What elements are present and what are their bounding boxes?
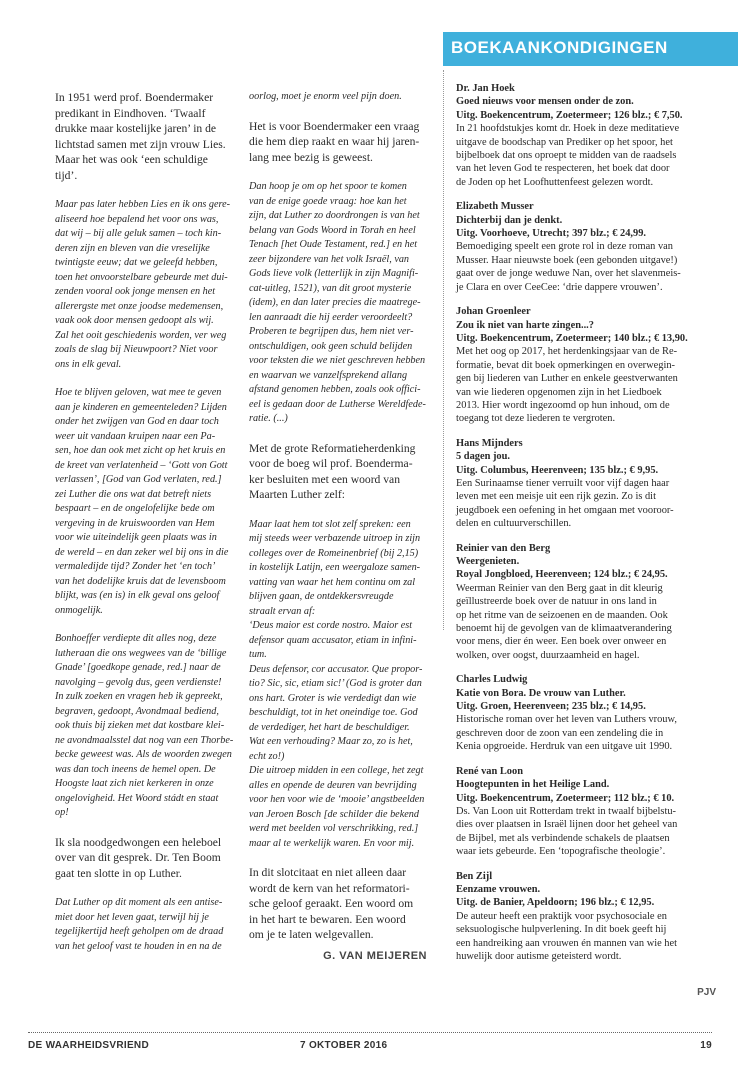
description-line: benoemt hij de gevolgen van de klimaatverandering — [456, 623, 672, 635]
text-line: eel is gedaan door de Lutherse Wereldfede- — [249, 398, 426, 410]
description-line: je Clara en over CeeCee: ‘drie dappere vrouwen’. — [456, 281, 663, 293]
text-line: Tenach [het Oude Testament, red.] en het — [249, 239, 418, 250]
text-line: ontschuldigen, ook geen schuld belijden — [249, 340, 413, 352]
footer-page-number: 19 — [700, 1040, 712, 1051]
text-line: beschuldigt, tot in het oneindige toe. God — [249, 707, 418, 718]
text-line: Ik sla noodgedwongen een heleboel — [55, 835, 222, 849]
text-line: (idem), en dan later precies die maatrege- — [249, 297, 421, 308]
article-paragraph — [55, 632, 235, 821]
book-author: Hans Mijnders — [456, 437, 523, 449]
article-paragraph — [55, 90, 235, 183]
article-paragraph — [249, 441, 427, 503]
text-line: vergeving in de kruiswoorden van Hem — [55, 517, 215, 529]
text-line: ker besluiten met een woord van — [249, 472, 400, 486]
text-line: Dan hoop je om op het spoor te komen — [249, 181, 407, 192]
description-line: bijbelboek dat ons oproept te midden van de raadsels — [456, 150, 677, 162]
book-list — [456, 82, 726, 974]
description-line: toegang tot deze liederen te vergroten. — [456, 413, 616, 425]
text-line: tio? Sic, sic, etiam sic!’ (God is groter dan — [249, 678, 422, 689]
text-line: in het hart te bewaren. Een woord — [249, 912, 406, 926]
book-description — [456, 582, 726, 662]
text-line: de kreet van verlatenheid – ‘Gott von Gott — [55, 459, 228, 471]
book-publisher: Uitg. Voorhoeve, Utrecht; 397 blz.; € 24,99. — [456, 228, 646, 240]
description-line: Een Surinaamse tiener verruilt voor vijf dagen haar — [456, 477, 670, 489]
description-line: voor mens, dier én weer. Een boek over onweer en — [456, 636, 667, 648]
book-publisher: Uitg. Boekencentrum, Zoetermeer; 140 blz.; € 13,90. — [456, 332, 688, 344]
article-paragraph — [249, 865, 427, 943]
text-line: van de enige goede vraag: hoe kan het — [249, 195, 407, 207]
book-publisher: Uitg. Boekencentrum, Zoetermeer; 112 blz.; € 10. — [456, 792, 675, 804]
description-line: dies over plaatsen in Israël lijnen door het geheel van — [456, 819, 678, 831]
book-publisher: Uitg. Boekencentrum, Zoetermeer; 126 blz.; € 7,50. — [456, 109, 683, 121]
description-line: geschreven door de zoon van een zendeling die in — [456, 727, 664, 739]
description-line: Kenia opgroeide. Herdruk van een uitgave uit 1990. — [456, 741, 673, 753]
description-line: Met het oog op 2017, het herdenkingsjaar van de Re- — [456, 346, 678, 358]
text-line: straalt ervan af: — [249, 605, 316, 617]
book-title: Hoogtepunten in het Heilige Land. — [456, 779, 610, 791]
text-line: ons in elk geval. — [55, 358, 122, 370]
text-line: In 1951 werd prof. Boendermaker — [55, 91, 214, 104]
text-line: maar al te werkelijk waren. En voor mij. — [249, 837, 415, 849]
description-line: waar iets gebeurde. Een ‘topografische theologie’. — [456, 846, 666, 858]
book-author: Reinier van den Berg — [456, 542, 551, 554]
text-line: lutheraan die ons wegwees van de ‘billige — [55, 647, 227, 659]
text-line: voor wie uiteindelijk geen plaats was in — [55, 532, 217, 543]
book-description — [456, 805, 726, 859]
text-line: ratie. (...) — [249, 413, 288, 424]
text-line: van het geloof vast te houden in en na de — [55, 940, 222, 952]
book-title: Eenzame vrouwen. — [456, 883, 541, 895]
text-line: weer uit vandaan kruipen naar een Pa- — [55, 430, 216, 442]
text-line: begraven, gedoopt, Avondmaal bediend, — [55, 705, 219, 717]
article-paragraph — [55, 835, 235, 882]
book-publisher: Royal Jongbloed, Heerenveen; 124 blz.; € 24,95. — [456, 569, 668, 581]
description-line: Bemoediging speelt een grote rol in deze roman van — [456, 241, 673, 253]
article-paragraph — [249, 119, 427, 166]
book-author: Dr. Jan Hoek — [456, 83, 515, 94]
text-line: belang van Gods Woord in Torah en heel — [249, 224, 416, 236]
description-line: De auteur heeft een praktijk voor psychosociale en — [456, 910, 667, 922]
text-line: Bonhoeffer verdiepte dit alles nog, deze — [55, 633, 217, 644]
description-line: uitgave de boodschap van Prediker op het spoor, het — [456, 136, 673, 148]
book-description — [456, 910, 726, 964]
text-line: aan je kinderen en gemeenteleden? Lijden — [55, 401, 227, 413]
text-line: Gods lieve volk (letterlijk in zijn Magnifi- — [249, 268, 419, 279]
article-paragraph — [249, 180, 427, 427]
text-line: Maar pas later hebben Lies en ik ons gere- — [55, 199, 231, 210]
text-line: ne avondmaalsstel dat nog van een Thorbe- — [55, 734, 234, 746]
description-line: wolken, over oogst, duurzaamheid en hagel. — [456, 649, 640, 661]
text-line: In dit slotcitaat en niet alleen daar — [249, 866, 407, 879]
description-line: formatie, bevat dit boek opmerkingen en overwegin- — [456, 359, 675, 371]
book-entry — [456, 542, 726, 663]
text-line: die hem diep raakt en waar hij jaren- — [249, 135, 420, 148]
text-line: allerergste met onze joodse medemensen, — [55, 300, 224, 312]
book-title: Weergenieten. — [456, 556, 520, 567]
text-line: onmogelijk. — [55, 604, 103, 616]
description-line: Weerman Reinier van den Berg gaat in dit kleurig — [456, 582, 663, 594]
description-line: van het leven God te respecteren, het boek dat door — [456, 163, 670, 175]
article-paragraph — [55, 896, 235, 954]
text-line: tijd’. — [55, 168, 78, 182]
description-line: In 21 hoofdstukjes komt dr. Hoek in deze meditatieve — [456, 123, 680, 135]
text-line: ongelovigheid. Het Woord stádt en staat — [55, 792, 219, 804]
text-line: om je te laten welgevallen. — [249, 928, 374, 941]
description-line: huwelijk door autisme geteisterd wordt. — [456, 950, 622, 962]
book-entry — [456, 305, 726, 426]
text-line: Wat een verhouding? Maar zo, zo is het, — [249, 736, 413, 747]
description-line: leven met een meisje uit een rijk gezin. Zo is dit — [456, 491, 656, 503]
text-line: ons hart. Groter is wie verdedigt dan wie — [249, 692, 417, 704]
description-line: Ds. Van Loon uit Rotterdam trekt in twaalf bijbelstu- — [456, 805, 676, 817]
text-line: de wereld – en dan zeker wel bij ons in die — [55, 546, 229, 558]
text-line: toen het onvoorstelbare gebeurde met dui- — [55, 271, 228, 283]
book-title: 5 dagen jou. — [456, 451, 510, 463]
text-line: colleges over de Romeinenbrief (bij 2,15) — [249, 547, 419, 559]
text-line: gaat ten slotte in op Luther. — [55, 866, 182, 880]
book-title: Zou ik niet van harte zingen...? — [456, 319, 594, 331]
text-line: In zulk zoeken en vragen heb ik gepreekt, — [55, 691, 223, 702]
book-author: Ben Zijl — [456, 870, 493, 882]
footer-publication: DE WAARHEIDSVRIEND — [28, 1040, 149, 1051]
description-line: gaat over de jonge weduwe Nan, over het slavenmeis- — [456, 268, 681, 280]
text-line: voor hen voor wie de ‘mooie’ angstbeelden — [249, 794, 425, 805]
text-line: Maar het was ook ‘een schuldige — [55, 153, 208, 166]
text-line: drukke maar kostelijke jaren’ in de — [55, 122, 217, 135]
text-line: Hoogste laat zich niet kerkeren in onze — [55, 778, 214, 789]
text-line: Dat Luther op dit moment als een antise- — [55, 897, 223, 908]
text-line: mij steeds weer verbazende uitroep in zijn — [249, 533, 421, 544]
text-line: wordt de kern van het reformatori- — [249, 881, 410, 895]
footer-divider — [28, 1032, 712, 1033]
description-line: jeugdboek een oefening in het omgaan met vooroor- — [456, 504, 674, 516]
text-line: Zal het ooit geschiedenis worden, ver weg — [55, 329, 227, 341]
book-entry — [456, 765, 726, 859]
text-line: Maarten Luther zelf: — [249, 488, 345, 501]
sidebar-header — [443, 32, 738, 66]
description-line: op het ritme van de seizoenen en de maanden. Ook — [456, 609, 668, 621]
book-title: Dichterbij dan je denkt. — [456, 214, 563, 226]
text-line: predikant in Eindhoven. ‘Twaalf — [55, 106, 206, 120]
text-line: sen, hoe dan ook met zicht op het kruis en — [55, 445, 226, 456]
book-author: Johan Groenleer — [456, 306, 531, 318]
text-line: ook thuis bij zieken met dat kostbare klei- — [55, 720, 225, 731]
description-line: delen en cultuurverschillen. — [456, 518, 572, 530]
book-entry — [456, 673, 726, 753]
main-column-right — [249, 90, 427, 962]
text-line: zenden vooral ook jonge mensen en het — [55, 286, 216, 297]
article-paragraph — [249, 518, 427, 852]
book-announcements-sidebar — [443, 0, 738, 1000]
book-description — [456, 240, 726, 294]
text-line: tegelijkertijd heeft geholpen om de draad — [55, 926, 224, 937]
text-line: vaak ook door mensen gedoopt als wij. — [55, 315, 214, 326]
text-line: voor de boeg wil prof. Boenderma- — [249, 457, 413, 470]
book-description — [456, 345, 726, 425]
description-line: geïllustreerde boek over de natuur in ons land in — [456, 596, 657, 608]
text-line: dat wij – bij alle geluk samen – toch kin- — [55, 228, 222, 239]
text-line: zei Luther die ons wat dat betreft niets — [55, 488, 212, 500]
description-line: Musser. Haar nieuwste boek (een gebonden uitgave!) — [456, 254, 678, 266]
text-line: echt zo!) — [249, 750, 285, 762]
column-right-paragraphs — [249, 90, 427, 943]
text-line: zijn, dat Luther zo doordrongen is van het — [249, 210, 420, 221]
text-line: op! — [55, 807, 69, 818]
sidebar-title: BOEKAANKONDIGINGEN — [451, 38, 668, 57]
main-column-left — [55, 90, 235, 968]
book-title: Goed nieuws voor mensen onder de zon. — [456, 96, 634, 108]
text-line: lichtstad samen met zijn vrouw Lies. — [55, 137, 226, 151]
text-line: becke geweest was. Als de woorden zwegen — [55, 749, 232, 760]
book-author: Elizabeth Musser — [456, 201, 534, 213]
text-line: blijkt, was (en is) in elk geval ons geloof — [55, 590, 220, 601]
article-paragraph — [55, 198, 235, 372]
text-line: lang mee bezig is geweest. — [249, 150, 373, 164]
text-line: vermaledijde tijd? Zonder het ‘en toch’ — [55, 561, 216, 572]
footer-date: 7 OKTOBER 2016 — [300, 1040, 388, 1051]
text-line: ‘Deus maior est corde nostro. Maior est — [249, 620, 413, 631]
book-author: René van Loon — [456, 765, 523, 777]
book-author: Charles Ludwig — [456, 674, 528, 686]
text-line: de verdediger, het hart de beschuldiger. — [249, 721, 410, 733]
description-line: seksuologische hulpverlening. In dit boek geeft hij — [456, 924, 667, 936]
book-description — [456, 122, 726, 189]
text-line: tum. — [249, 649, 267, 660]
text-line: cat-uitleg, 1521), van dit groot mysterie — [249, 282, 412, 294]
text-line: bespaart – en de ongelofelijke bede om — [55, 503, 215, 514]
description-line: Historische roman over het leven van Luthers vrouw, — [456, 714, 677, 726]
book-entry — [456, 82, 726, 189]
book-entry — [456, 200, 726, 294]
text-line: aliseerd hoe bepalend het voor ons was, — [55, 213, 219, 225]
text-line: voor teksten die we niet geschreven hebben — [249, 355, 426, 366]
text-line: alles en opende de deuren van bevrijding — [249, 779, 417, 791]
text-line: zoals de slag bij Nieuwpoort? Niet voor — [55, 344, 218, 355]
text-line: in kostelijk Latijn, een weergaloze samen- — [249, 562, 421, 573]
text-line: sche geloof geraakt. Een woord om — [249, 897, 414, 910]
text-line: afstand genomen hebben, zoals ook offici- — [249, 384, 421, 395]
text-line: Met de grote Reformatieherdenking — [249, 441, 416, 455]
text-line: vatting van waar het hem continu om zal — [249, 576, 416, 588]
text-line: Proberen te begrijpen dus, hem niet ver- — [249, 326, 414, 337]
text-line: twintigste eeuw; dat we geleefd hebben, — [55, 257, 218, 268]
text-line: Het is voor Boendermaker een vraag — [249, 119, 420, 133]
text-line: zeer bijzondere van het volk Israël, van — [249, 253, 410, 265]
text-line: verlassen’, [God van God verlaten, red.] — [55, 474, 222, 485]
description-line: de Bijbel, met als verbindende schakels de plaatsen — [456, 832, 670, 844]
text-line: defensor quam accusator, etiam in infini- — [249, 634, 417, 646]
reviewer-initials: PJV — [697, 987, 716, 998]
description-line: de Joden op het Loofhuttenfeest gelezen wordt. — [456, 176, 654, 188]
text-line: onder het zwijgen van God en daar toch — [55, 416, 219, 427]
description-line: 2013. Hier wordt ingezoomd op hun inhoud, om de — [456, 399, 670, 411]
description-line: van wie liederen opgenomen zijn in het Liedboek — [456, 386, 662, 398]
book-publisher: Uitg. Groen, Heerenveen; 235 blz.; € 14,95. — [456, 701, 646, 713]
article-paragraph — [55, 386, 235, 618]
book-description — [456, 477, 726, 531]
description-line: een handreiking aan vrouwen én mannen van wie het — [456, 937, 678, 949]
text-line: Maar laat hem tot slot zelf spreken: een — [249, 518, 411, 530]
text-line: Hoe te blijven geloven, wat mee te geven — [55, 387, 222, 398]
text-line: over van dit gesprek. Dr. Ten Boom — [55, 851, 221, 864]
description-line: gen bij liederen van Luther en enkele geestverwanten — [456, 373, 678, 385]
text-line: deren zijn en bleven van die vreselijke — [55, 242, 210, 254]
book-publisher: Uitg. de Banier, Apeldoorn; 196 blz.; € 12,95. — [456, 897, 655, 909]
text-line: Gnade’ [goedkope genade, red.] naar de — [55, 662, 221, 673]
author-signature: G. VAN MEIJEREN — [323, 949, 427, 962]
text-line: en waarvan we vanzelfsprekend allang — [249, 369, 408, 381]
text-line: was dan toch ineens de hemel open. De — [55, 763, 216, 775]
text-line: van het dodelijke kruis dat de levensboom — [55, 575, 226, 587]
text-line: werd met beelden vol verschrikking, red.] — [249, 823, 419, 834]
text-line: oorlog, moet je enorm veel pijn doen. — [249, 91, 402, 102]
text-line: van Jeroen Bosch [de schilder die bekend — [249, 808, 419, 820]
book-entry — [456, 870, 726, 964]
text-line: miet door het leven gaat, terwijl hij je — [55, 911, 209, 923]
book-description — [456, 713, 726, 753]
sidebar-divider — [443, 70, 444, 630]
book-title: Katie von Bora. De vrouw van Luther. — [456, 687, 626, 699]
article-paragraph — [249, 90, 427, 105]
text-line: navolging – gevolg dus, geen verdienste! — [55, 676, 222, 688]
text-line: blijven gaan, de ontdekkersvreugde — [249, 591, 394, 602]
text-line: len aanraadt die hij eerder veroordeelt? — [249, 311, 413, 323]
text-line: Deus defensor, cor accusator. Que propor- — [249, 663, 423, 675]
book-publisher: Uitg. Columbus, Heerenveen; 135 blz.; € 9,95. — [456, 464, 659, 476]
book-entry — [456, 437, 726, 531]
text-line: Die uitroep midden in een college, het zegt — [249, 765, 424, 776]
